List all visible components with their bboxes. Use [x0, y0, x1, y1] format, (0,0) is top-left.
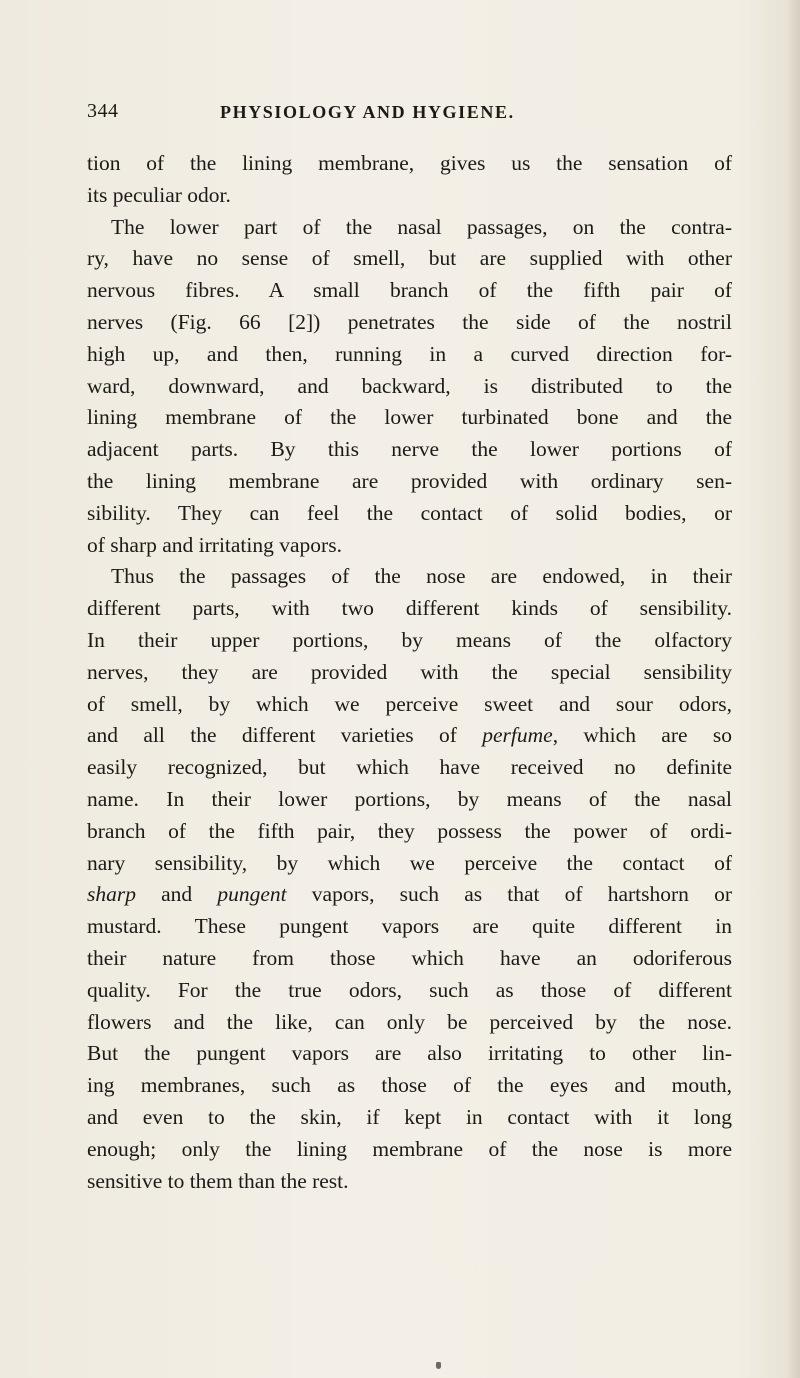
text-line: nary sensibility, by which we perceive the contact of [87, 850, 732, 875]
italic-word-pungent: pungent [217, 882, 287, 907]
text-line [87, 879, 732, 911]
text-line: The lower part of the nasal passages, on the contra- [111, 214, 732, 239]
text-line: its peculiar odor. [87, 182, 231, 207]
text-line: Thus the passages of the nose are endowed, in their [111, 564, 732, 589]
text-line: high up, and then, running in a curved direction for- [87, 341, 732, 366]
ink-speck [436, 1362, 441, 1369]
text-line: easily recognized, but which have received no definite [87, 755, 732, 780]
italic-word-sharp: sharp [87, 882, 136, 907]
text-line: enough; only the lining membrane of the nose is more [87, 1136, 732, 1161]
text-line: ward, downward, and backward, is distributed to the [87, 373, 732, 398]
page-edge-shadow [786, 0, 800, 1378]
text-line: In their upper portions, by means of the olfactory [87, 627, 732, 652]
text-line: different parts, with two different kinds of sensibility. [87, 596, 732, 621]
text-line: ry, have no sense of smell, but are supplied with other [87, 246, 732, 271]
page-header [87, 100, 727, 130]
text-line: quality. For the true odors, such as those of different [87, 977, 732, 1002]
italic-word-perfume: perfume [482, 723, 553, 748]
text-line: ing membranes, such as those of the eyes and mouth, [87, 1073, 732, 1098]
text-line: mustard. These pungent vapors are quite different in [87, 914, 732, 939]
text-line: their nature from those which have an odoriferous [87, 945, 732, 970]
text-line: But the pungent vapors are also irritating to other lin- [87, 1041, 732, 1066]
text-line: nervous fibres. A small branch of the fifth pair of [87, 278, 732, 303]
text-line: sibility. They can feel the contact of solid bodies, or [87, 500, 732, 525]
text-line: nerves, they are provided with the special sensibility [87, 659, 732, 684]
text-line: nerves (Fig. 66 [2]) penetrates the side of the nostril [87, 309, 732, 334]
text-run: and all the different varieties of [87, 723, 483, 748]
body-text [87, 148, 732, 1197]
text-line: of sharp and irritating vapors. [87, 532, 342, 557]
text-line: branch of the fifth pair, they possess the power of ordi- [87, 818, 732, 843]
text-run: vapors, such as that of hartshorn or [286, 882, 732, 907]
text-line: tion of the lining membrane, gives us the sensation of [87, 151, 732, 175]
text-line: flowers and the like, can only be perceived by the nose. [87, 1009, 732, 1034]
text-line: and even to the skin, if kept in contact with it long [87, 1104, 732, 1129]
text-line: adjacent parts. By this nerve the lower portions of [87, 437, 732, 462]
page-number: 344 [87, 100, 119, 122]
text-line: sensitive to them than the rest. [87, 1168, 349, 1193]
text-run: and [135, 882, 218, 907]
text-line: lining membrane of the lower turbinated bone and the [87, 405, 732, 430]
running-title: PHYSIOLOGY AND HYGIENE. [220, 102, 515, 122]
text-line: of smell, by which we perceive sweet and sour odors, [87, 691, 732, 716]
text-line: name. In their lower portions, by means of the nasal [87, 786, 732, 811]
text-line: the lining membrane are provided with ordinary sen- [87, 468, 732, 493]
text-line [87, 720, 732, 752]
text-run: , which are so [552, 723, 732, 748]
